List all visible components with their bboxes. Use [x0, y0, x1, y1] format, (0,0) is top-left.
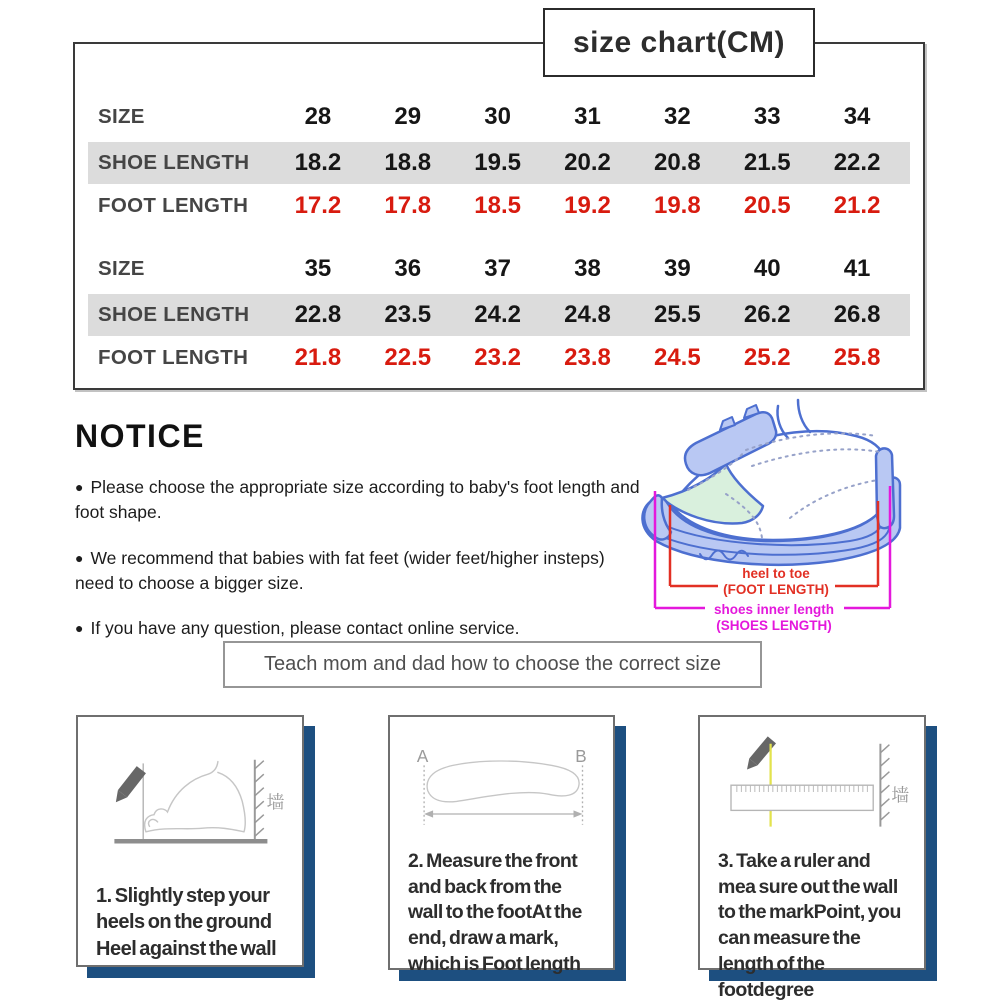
shoe-length-value-cell: 18.2: [294, 149, 342, 176]
shoe-length-value-cell: 18.8: [384, 149, 432, 176]
step-1-illustration: [78, 749, 302, 857]
shoes-length-annotation-label: shoes inner length: [713, 602, 835, 617]
wall-label: 墙: [891, 785, 910, 807]
foot-length-annotation-label: heel to toe: [742, 566, 810, 581]
shoe-length-row: [88, 142, 910, 184]
foot-length-value-cell: 17.2: [294, 192, 342, 219]
shoe-length-value-cell: 19.5: [474, 149, 521, 176]
size-value-cell: 36: [394, 255, 422, 282]
size-table-block-1: [75, 96, 923, 228]
foot-length-label: FOOT LENGTH: [98, 194, 249, 217]
shoe-measurement-diagram: [628, 398, 928, 643]
size-value-cell: 30: [484, 103, 511, 130]
shoe-length-row: [88, 294, 910, 336]
shoes-length-annotation-label: (SHOES LENGTH): [716, 618, 832, 633]
shoe-length-value-cell: 22.8: [294, 301, 342, 328]
shoe-length-value-cell: 20.2: [564, 149, 611, 176]
bullet-dot-icon: ●: [75, 620, 84, 637]
size-chart-title-box: [543, 8, 815, 77]
notice-bullet: [75, 475, 640, 525]
size-label: SIZE: [98, 257, 145, 280]
shoe-length-value-cell: 21.5: [743, 149, 791, 176]
bullet-dot-icon: ●: [75, 549, 84, 566]
shoe-length-value-cell: 24.8: [564, 301, 611, 328]
ground-line: [114, 839, 267, 844]
step-panel-1: [76, 715, 304, 967]
foot-length-value-cell: 19.2: [564, 192, 611, 219]
foot-length-label: FOOT LENGTH: [98, 346, 249, 369]
measure-arrow: [424, 810, 582, 817]
size-value-cell: 31: [574, 103, 601, 130]
size-value-cell: 29: [394, 103, 422, 130]
foot-length-value-cell: 19.8: [653, 192, 701, 219]
step-2-text: 2. Measure the front and back from the wall to the footAt the end, draw a mark, which is Foot length: [408, 850, 582, 975]
size-value-cell: 38: [574, 255, 601, 282]
bullet-dot-icon: ●: [75, 479, 84, 495]
foot-length-value-cell: 22.5: [384, 344, 432, 371]
size-value-cell: 33: [753, 103, 781, 130]
size-label: SIZE: [98, 105, 145, 128]
banner-text: Teach mom and dad how to choose the correct size: [264, 653, 721, 675]
size-row: [88, 96, 910, 138]
foot-length-value-cell: 25.8: [833, 344, 881, 371]
foot-length-annotation-label: (FOOT LENGTH): [723, 582, 829, 597]
foot-outline: [145, 762, 246, 832]
shoe-length-value-cell: 26.2: [743, 301, 791, 328]
step-panel-2: [388, 715, 615, 975]
how-to-choose-banner: [223, 641, 762, 688]
size-value-cell: 35: [304, 255, 332, 282]
step-3-illustration: [700, 733, 924, 841]
wall-hatch: [880, 744, 889, 827]
size-value-cell: 37: [484, 255, 511, 282]
size-value-cell: 39: [664, 255, 691, 282]
shoe-length-label: SHOE LENGTH: [98, 151, 250, 174]
foot-length-value-cell: 25.2: [743, 344, 791, 371]
notice-bullet-text: We recommend that babies with fat feet (wider feet/higher insteps) need to choose a bigger size.: [75, 547, 605, 593]
size-chart-title: size chart(CM): [572, 25, 786, 59]
size-value-cell: 40: [753, 255, 781, 282]
notice-bullet-text: Please choose the appropriate size according to baby's foot length and foot shape.: [75, 477, 640, 522]
point-b-label: B: [575, 746, 587, 766]
shoe-length-value-cell: 23.5: [384, 301, 432, 328]
notice-bullet: [75, 546, 640, 596]
shoe-length-value-cell: 25.5: [653, 301, 701, 328]
step-2-illustration: [390, 733, 613, 841]
shoe-length-value-cell: 24.2: [474, 301, 521, 328]
foot-length-value-cell: 21.2: [833, 192, 881, 219]
ruler: [731, 785, 873, 810]
pencil-icon: [111, 766, 146, 806]
step-3-text: 3. Take a ruler and mea sure out the wall to the markPoint, you can measure the length of the footdegree: [718, 850, 901, 1000]
wall-label: 墙: [266, 792, 285, 814]
notice-bullet-text: If you have any question, please contact online service.: [90, 618, 520, 639]
footprint-outline: [427, 761, 579, 802]
foot-length-value-cell: 18.5: [474, 192, 521, 219]
step-panel-3: [698, 715, 926, 1000]
size-value-cell: 28: [304, 103, 332, 130]
notice-heading: NOTICE: [75, 418, 205, 454]
step-1-text: 1. Slightly step your heels on the ground Heel against the wall: [96, 885, 277, 960]
size-row: [88, 248, 910, 290]
size-value-cell: 34: [843, 103, 871, 130]
shoe-length-value-cell: 22.2: [833, 149, 881, 176]
foot-length-value-cell: 23.8: [564, 344, 611, 371]
foot-length-value-cell: 24.5: [653, 344, 701, 371]
point-a-label: A: [416, 746, 429, 766]
foot-length-value-cell: 17.8: [384, 192, 432, 219]
size-value-cell: 32: [664, 103, 691, 130]
wall-hatch: [255, 760, 264, 839]
shoe-length-value-cell: 26.8: [833, 301, 881, 328]
foot-length-row: [88, 184, 910, 228]
foot-length-value-cell: 23.2: [474, 344, 521, 371]
shoe-illustration: [642, 400, 900, 565]
size-table-block-2: [75, 248, 923, 380]
size-chart-table: [73, 42, 925, 390]
foot-length-row: [88, 336, 910, 380]
foot-length-value-cell: 20.5: [743, 192, 791, 219]
notice-section: [75, 418, 640, 662]
foot-length-value-cell: 21.8: [294, 344, 342, 371]
size-value-cell: 41: [843, 255, 871, 282]
shoe-length-value-cell: 20.8: [653, 149, 701, 176]
notice-bullet: [75, 616, 640, 641]
shoe-length-label: SHOE LENGTH: [98, 303, 250, 326]
